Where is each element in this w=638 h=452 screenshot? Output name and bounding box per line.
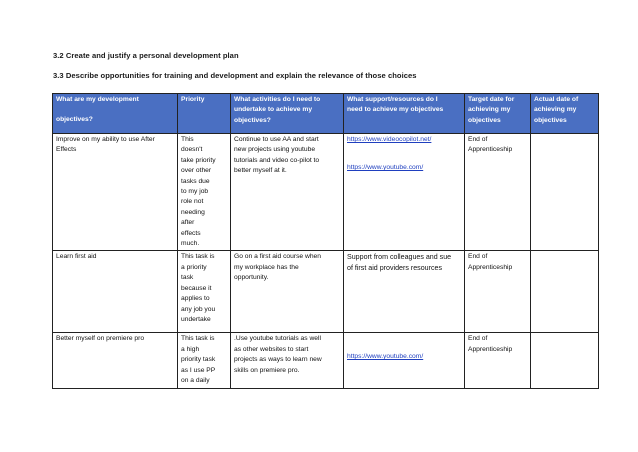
cell-text: skills on premiere pro. [234, 366, 300, 374]
videocopilot-link[interactable]: https://www.videocopilot.net/ [347, 136, 432, 143]
activities-cell [231, 134, 344, 251]
cell-text: to my job [181, 188, 209, 196]
cell-text: needing [181, 208, 205, 216]
cell-text: Effects [56, 146, 77, 154]
cell-text: Learn first aid [56, 253, 97, 261]
cell-text: Improve on my ability to use After [56, 136, 155, 143]
header-text: objectives? [56, 116, 93, 124]
header-activities [231, 94, 344, 134]
activities-cell [231, 333, 344, 389]
section-heading-3-3: 3.3 Describe opportunities for training and development and explain the relevance of those choices [53, 71, 417, 80]
header-text: achieving my [534, 106, 577, 114]
header-text: achieving my [468, 106, 511, 114]
priority-cell [178, 333, 231, 389]
cell-text: tutorials and video co-pilot to [234, 156, 320, 164]
header-text: What activities do I need to [234, 96, 321, 103]
development-plan-table [52, 93, 599, 389]
cell-text: Go on a first aid course when [234, 253, 321, 261]
header-support-resources [344, 94, 465, 134]
objective-cell [53, 134, 178, 251]
priority-cell [178, 134, 231, 251]
header-text: Actual date of [534, 96, 579, 103]
cell-text: End of [468, 335, 488, 343]
cell-text: End of [468, 253, 488, 261]
support-cell [344, 333, 465, 389]
target-date-cell [465, 134, 531, 251]
header-text: objectives [534, 116, 567, 124]
header-text: undertake to achieve my [234, 106, 313, 114]
cell-text: End of [468, 136, 488, 143]
header-target-date [465, 94, 531, 134]
section-heading-3-2: 3.2 Create and justify a personal development plan [53, 51, 239, 60]
cell-text: of first aid providers resources [347, 263, 443, 272]
cell-text: Better myself on premiere pro [56, 335, 145, 343]
support-cell [344, 251, 465, 333]
youtube-link[interactable]: https://www.youtube.com/ [347, 353, 424, 361]
table-header-row [53, 94, 599, 134]
cell-text: take priority [181, 156, 216, 164]
cell-text: any job you [181, 305, 216, 313]
cell-text: as other websites to start [234, 345, 309, 353]
header-text: need to achieve my objectives [347, 106, 444, 114]
table-row [53, 134, 599, 251]
table-row [53, 251, 599, 333]
cell-text: my workplace has the [234, 263, 299, 271]
cell-text: This task is [181, 335, 215, 343]
header-text: objectives? [234, 116, 271, 124]
cell-text: better myself at it. [234, 167, 287, 175]
support-cell [344, 134, 465, 251]
header-text: Priority [181, 96, 205, 103]
cell-text: much. [181, 240, 200, 248]
actual-date-cell [531, 134, 599, 251]
header-text: objectives [468, 116, 501, 124]
youtube-link[interactable]: https://www.youtube.com/ [347, 164, 424, 172]
target-date-cell [465, 251, 531, 333]
cell-text: applies to [181, 295, 210, 303]
cell-text: task [181, 274, 194, 282]
cell-text: Apprenticeship [468, 146, 513, 154]
cell-text: Support from colleagues and sue [347, 253, 452, 262]
actual-date-cell [531, 333, 599, 389]
cell-text: tasks due [181, 177, 210, 185]
header-text: What support/resources do I [347, 96, 438, 103]
actual-date-cell [531, 251, 599, 333]
cell-text: effects [181, 229, 201, 237]
cell-text: Continue to use AA and start [234, 136, 319, 143]
cell-text: opportunity. [234, 274, 269, 282]
cell-text: undertake [181, 315, 211, 323]
objective-cell [53, 251, 178, 333]
activities-cell [231, 251, 344, 333]
cell-text: a high [181, 345, 200, 353]
cell-text: This task is [181, 253, 215, 261]
cell-text: projects as ways to learn new [234, 356, 322, 364]
cell-text: new projects using youtube [234, 146, 316, 154]
table-row [53, 333, 599, 389]
cell-text: Apprenticeship [468, 263, 513, 271]
header-text: What are my development [56, 96, 139, 103]
cell-text: .Use youtube tutorials as well [234, 335, 321, 343]
cell-text: Apprenticeship [468, 345, 513, 353]
cell-text: over other [181, 167, 212, 175]
cell-text: role not [181, 198, 204, 206]
cell-text: priority task [181, 356, 216, 364]
cell-text: This [181, 136, 194, 143]
header-actual-date [531, 94, 599, 134]
cell-text: after [181, 219, 195, 227]
cell-text: on a daily [181, 377, 210, 385]
cell-text: because it [181, 284, 212, 292]
header-text: Target date for [468, 96, 515, 103]
objective-cell [53, 333, 178, 389]
cell-text: as I use PP [181, 366, 216, 374]
priority-cell [178, 251, 231, 333]
header-development-objectives [53, 94, 178, 134]
cell-text: doesn't [181, 146, 203, 154]
header-priority [178, 94, 231, 134]
cell-text: a priority [181, 263, 207, 271]
target-date-cell [465, 333, 531, 389]
